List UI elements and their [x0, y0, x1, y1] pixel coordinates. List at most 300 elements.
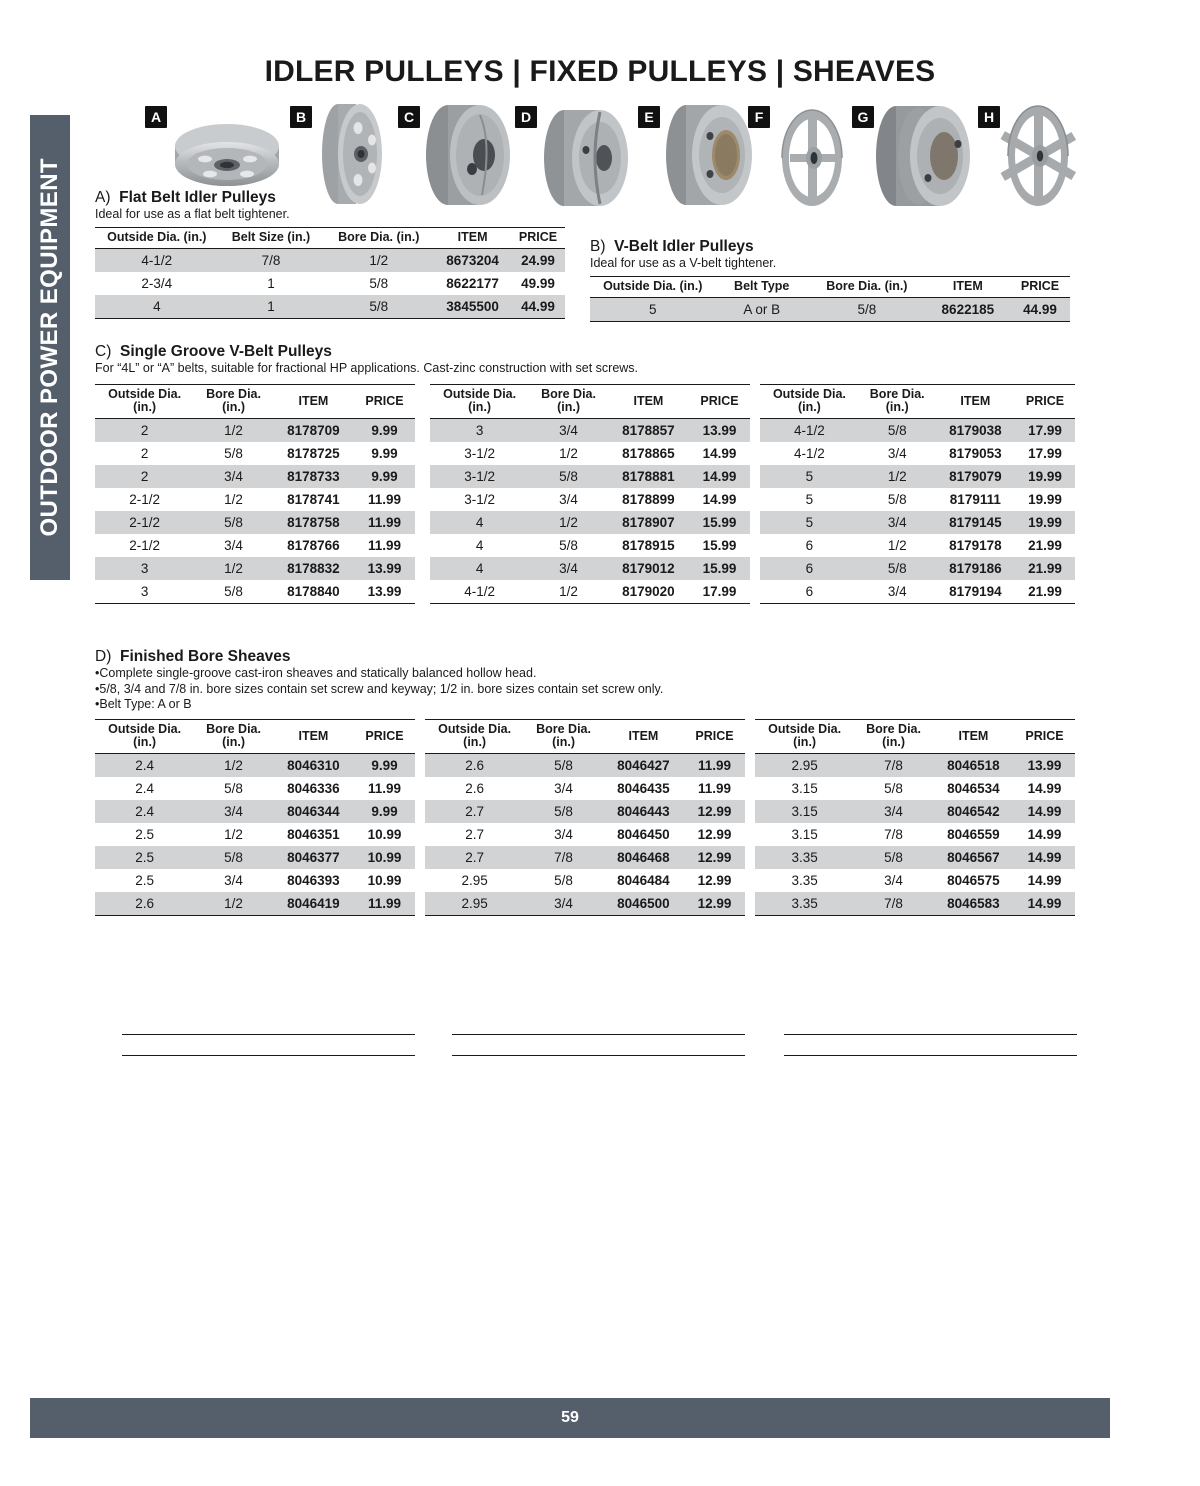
table-header-row: [760, 385, 1075, 419]
col-bore-dia-line1: Bore Dia.: [541, 387, 596, 401]
cell-price: 44.99: [511, 295, 565, 319]
cell-price: 49.99: [511, 272, 565, 295]
cell-bore-dia: 3/4: [854, 869, 933, 892]
cell-outside-dia: 2.7: [425, 846, 524, 869]
cell-belt-type: A or B: [715, 298, 808, 322]
cell-item: 8046351: [273, 823, 354, 846]
col-bore-dia-line2: (in.): [222, 735, 246, 749]
cell-item: 8179186: [936, 557, 1015, 580]
cell-bore-dia: 5/8: [194, 846, 273, 869]
col-price: PRICE: [1015, 385, 1075, 419]
cell-item: 8179111: [936, 488, 1015, 511]
table-header-row: [95, 1035, 415, 1056]
cell-outside-dia: 3-1/2: [430, 442, 529, 465]
cell-price: 9.99: [354, 419, 415, 443]
cell-outside-dia: 4-1/2: [430, 580, 529, 604]
section-d-heading: [95, 648, 1085, 666]
section-b: [590, 238, 1070, 322]
table-row: [590, 298, 1070, 322]
cell-outside-dia: 5: [760, 488, 859, 511]
table-double-groove-cast: [757, 1034, 1077, 1056]
page-title: IDLER PULLEYS | FIXED PULLEYS | SHEAVES: [264, 55, 936, 88]
cell-outside-dia: 2.6: [425, 777, 524, 800]
cell-bore-dia: 3/4: [859, 580, 936, 604]
table-row: [425, 846, 745, 869]
table-row: [755, 846, 1075, 869]
product-photo-h-double-groove-spoked: [992, 104, 1090, 208]
cell-price: 9.99: [354, 465, 415, 488]
cell-item: 8046575: [933, 869, 1014, 892]
cell-outside-dia: 3.35: [755, 846, 854, 869]
col-bore-dia-line1: Bore Dia.: [206, 387, 261, 401]
page-footer: [30, 1398, 1110, 1438]
col-outside-dia-line1: Outside Dia.: [108, 722, 182, 736]
col-outside-dia-line1: Outside Dia.: [772, 387, 846, 401]
cell-bore-dia: 5/8: [854, 777, 933, 800]
cell-price: 21.99: [1015, 580, 1075, 604]
cell-outside-dia: 2.95: [425, 892, 524, 916]
cell-item: 8046567: [933, 846, 1014, 869]
cell-outside-dia: 3-1/2: [430, 488, 529, 511]
col-item: ITEM: [936, 385, 1015, 419]
table-single-groove-cast-left: [95, 1034, 415, 1056]
cell-item: 8178899: [608, 488, 689, 511]
cell-item: 8046336: [273, 777, 354, 800]
table-single-groove-vbelt-3: [760, 384, 1075, 604]
table-row: [760, 465, 1075, 488]
col-belt-size: Belt Size (in.): [219, 228, 324, 249]
table-row: [95, 488, 415, 511]
cell-outside-dia: 6: [760, 534, 859, 557]
cell-bore-dia: 5/8: [529, 534, 608, 557]
col-outside-dia-line1: Outside Dia.: [443, 387, 517, 401]
section-b-letter: B): [590, 238, 606, 255]
col-belt-type: Belt Type: [715, 277, 808, 298]
cell-item: 8179079: [936, 465, 1015, 488]
col-outside-dia: Outside Dia. (in.): [95, 228, 219, 249]
cell-bore-dia: 7/8: [524, 846, 603, 869]
cell-price: 15.99: [689, 511, 750, 534]
cell-item: 8179145: [936, 511, 1015, 534]
cell-bore-dia: 5/8: [859, 557, 936, 580]
cell-item: 8046310: [273, 754, 354, 778]
product-tag-e: E: [638, 106, 660, 128]
table-row: [425, 869, 745, 892]
section-a-heading: [95, 189, 565, 207]
cell-bore-dia: 5/8: [524, 800, 603, 823]
cell-outside-dia: 4-1/2: [95, 249, 219, 273]
cell-item: 8178733: [273, 465, 354, 488]
col-bore-dia: [529, 385, 608, 419]
cell-bore-dia: 3/4: [194, 869, 273, 892]
cell-bore-dia: 3/4: [524, 823, 603, 846]
cell-item: 8046377: [273, 846, 354, 869]
cell-price: 14.99: [689, 465, 750, 488]
cell-bore-dia: 3/4: [854, 800, 933, 823]
cell-price: 21.99: [1015, 557, 1075, 580]
cell-price: 14.99: [1014, 800, 1075, 823]
section-a-letter: A): [95, 189, 111, 206]
cell-bore-dia: 5/8: [854, 846, 933, 869]
table-row: [95, 249, 565, 273]
col-item: [942, 1035, 1017, 1056]
cell-bore-dia: 1/2: [859, 465, 936, 488]
table-row: [95, 869, 415, 892]
cell-outside-dia: 4-1/2: [760, 419, 859, 443]
cell-bore-dia: 5/8: [859, 488, 936, 511]
cell-item: 8046443: [603, 800, 684, 823]
cell-price: 12.99: [684, 892, 745, 916]
col-bore-dia: [854, 720, 933, 754]
section-a-title: Flat Belt Idler Pulleys: [119, 189, 276, 206]
cell-bore-dia: 1/2: [194, 557, 273, 580]
col-bore-dia-line2: (in.): [882, 735, 906, 749]
col-outside-dia-line2: (in.): [463, 735, 487, 749]
table-row: [430, 442, 750, 465]
cell-outside-dia: 2-1/2: [95, 488, 194, 511]
table-vbelt-idler-pulleys: [590, 276, 1070, 322]
cell-outside-dia: 3: [95, 580, 194, 604]
col-bore-dia: Bore Dia. (in.): [808, 277, 926, 298]
col-outside-dia: [430, 385, 529, 419]
table-row: [95, 511, 415, 534]
bullet-1: •Complete single-groove cast-iron sheaves and statically balanced hollow head.: [95, 666, 537, 680]
cell-item: 8178865: [608, 442, 689, 465]
col-item: [610, 1035, 685, 1056]
col-outside-dia: [95, 720, 194, 754]
table-row: [430, 488, 750, 511]
col-outside-diameter: [521, 1035, 611, 1056]
cell-item: 8179020: [608, 580, 689, 604]
table-row: [95, 800, 415, 823]
cell-price: 11.99: [684, 754, 745, 778]
cell-item: 8046344: [273, 800, 354, 823]
cell-bore-dia: 3/4: [524, 892, 603, 916]
cell-item: 8178741: [273, 488, 354, 511]
section-c-subtitle: For “4L” or “A” belts, suitable for fractional HP applications. Cast-zinc construction with set screws.: [95, 361, 639, 375]
col-bore-dia: [194, 385, 273, 419]
table-header-row: [95, 228, 565, 249]
col-item: ITEM: [608, 385, 689, 419]
cell-item: 8179178: [936, 534, 1015, 557]
cell-bore-dia: 5/8: [529, 465, 608, 488]
cell-price: 14.99: [1014, 869, 1075, 892]
col-item: ITEM: [603, 720, 684, 754]
product-tag-f: F: [748, 106, 770, 128]
cell-belt-size: 1: [219, 295, 324, 319]
cell-price: 21.99: [1015, 534, 1075, 557]
col-item: ITEM: [273, 720, 354, 754]
cell-outside-dia: 4: [430, 557, 529, 580]
cell-bore-dia: 3/4: [524, 777, 603, 800]
cell-price: 15.99: [689, 557, 750, 580]
cell-price: 15.99: [689, 534, 750, 557]
table-header-row: [755, 720, 1075, 754]
cell-price: 9.99: [354, 800, 415, 823]
cell-outside-dia: 2-3/4: [95, 272, 219, 295]
product-tag-g: G: [852, 106, 874, 128]
table-row: [425, 754, 745, 778]
cell-item: 8046500: [603, 892, 684, 916]
cell-bore-dia: 3/4: [529, 488, 608, 511]
table-body-c3: [760, 419, 1075, 604]
cell-outside-dia: 2.7: [425, 800, 524, 823]
cell-price: 14.99: [1014, 777, 1075, 800]
section-d-bullets: [95, 666, 1085, 713]
cell-price: 12.99: [684, 800, 745, 823]
table-row: [95, 777, 415, 800]
col-price: PRICE: [354, 385, 415, 419]
col-outside-dia-line2: (in.): [797, 400, 821, 414]
cell-price: 12.99: [684, 823, 745, 846]
cell-item: 8046450: [603, 823, 684, 846]
product-tag-c: C: [398, 106, 420, 128]
cell-item: 8179038: [936, 419, 1015, 443]
cell-price: 12.99: [684, 846, 745, 869]
cell-bore-dia: 3/4: [194, 800, 273, 823]
table-body-d3: [755, 754, 1075, 916]
cell-item: 8046518: [933, 754, 1014, 778]
section-b-title: V-Belt Idler Pulleys: [614, 238, 754, 255]
col-bore-dia-line2: (in.): [222, 400, 246, 414]
cell-item: 8622177: [434, 272, 511, 295]
cell-outside-dia: 5: [760, 465, 859, 488]
bullet-2: •5/8, 3/4 and 7/8 in. bore sizes contain set screw and keyway; 1/2 in. bore sizes contain set screw only.: [95, 681, 664, 696]
col-bore-dia-line2: (in.): [557, 400, 581, 414]
table-header-row: [430, 385, 750, 419]
cell-belt-size: 1: [219, 272, 324, 295]
cell-outside-dia: 4: [95, 295, 219, 319]
col-bore-dia: [859, 385, 936, 419]
cell-item: 8046583: [933, 892, 1014, 916]
table-row: [95, 534, 415, 557]
cell-bore-dia: 5/8: [194, 580, 273, 604]
table-row: [430, 511, 750, 534]
category-side-tab-label: OUTDOOR POWER EQUIPMENT: [36, 158, 63, 537]
cell-bore-dia: 5/8: [859, 419, 936, 443]
table-body-d1: [95, 754, 415, 916]
cell-item: 8046559: [933, 823, 1014, 846]
col-outside-dia: [425, 720, 524, 754]
cell-price: 10.99: [354, 869, 415, 892]
cell-outside-dia: 2.5: [95, 869, 194, 892]
cell-price: 44.99: [1010, 298, 1070, 322]
table-flat-belt-idler-pulleys: [95, 227, 565, 319]
section-c: [95, 343, 1075, 376]
col-group-spacer: [757, 1035, 784, 1056]
col-outside-dia-line2: (in.): [133, 400, 157, 414]
cell-outside-dia: 2.5: [95, 823, 194, 846]
cell-bore-dia: 3/4: [529, 419, 608, 443]
table-row: [95, 846, 415, 869]
table-row: [95, 580, 415, 604]
cell-outside-dia: 2.95: [425, 869, 524, 892]
cell-price: 14.99: [1014, 823, 1075, 846]
table-row: [760, 488, 1075, 511]
col-bore-dia-line1: Bore Dia.: [866, 722, 921, 736]
cell-bore-dia: 3/4: [859, 511, 936, 534]
cell-item: 8046534: [933, 777, 1014, 800]
cell-outside-dia: 2.95: [755, 754, 854, 778]
cell-bore-dia: 1/2: [194, 754, 273, 778]
cell-bore-dia: 5/8: [808, 298, 926, 322]
section-c-title: Single Groove V-Belt Pulleys: [119, 343, 332, 360]
cell-price: 11.99: [354, 488, 415, 511]
col-group-spacer: [95, 1035, 122, 1056]
cell-item: 8178766: [273, 534, 354, 557]
section-d-letter: D): [95, 648, 112, 665]
table-header-row: [95, 385, 415, 419]
cell-bore-dia: 3/4: [194, 534, 273, 557]
col-item: [280, 1035, 355, 1056]
cell-item: 3845500: [434, 295, 511, 319]
col-item: ITEM: [926, 277, 1010, 298]
table-finished-bore-sheaves-1: [95, 719, 415, 916]
cell-item: 8046419: [273, 892, 354, 916]
table-body-c1: [95, 419, 415, 604]
col-item: ITEM: [933, 720, 1014, 754]
product-tag-h: H: [978, 106, 1000, 128]
cell-bore-dia: 5/8: [194, 777, 273, 800]
cell-outside-dia: 3: [95, 557, 194, 580]
col-type: [452, 1035, 520, 1056]
cell-outside-dia: 2-1/2: [95, 511, 194, 534]
col-item: ITEM: [273, 385, 354, 419]
cell-outside-dia: 3.15: [755, 777, 854, 800]
cell-outside-dia: 4-1/2: [760, 442, 859, 465]
cell-price: 17.99: [689, 580, 750, 604]
table-row: [760, 419, 1075, 443]
table-header-row: [425, 720, 745, 754]
cell-outside-dia: 6: [760, 580, 859, 604]
cell-price: 11.99: [684, 777, 745, 800]
table-row: [95, 557, 415, 580]
cell-item: 8046393: [273, 869, 354, 892]
cell-bore-dia: 5/8: [194, 511, 273, 534]
cell-item: 8178907: [608, 511, 689, 534]
table-row: [760, 442, 1075, 465]
table-row: [430, 419, 750, 443]
cell-bore-dia: 1/2: [859, 534, 936, 557]
col-price: PRICE: [1014, 720, 1075, 754]
cell-outside-dia: 6: [760, 557, 859, 580]
table-row: [95, 754, 415, 778]
cell-outside-dia: 3.15: [755, 800, 854, 823]
cell-outside-dia: 2.5: [95, 846, 194, 869]
cell-item: 8046435: [603, 777, 684, 800]
table-row: [95, 465, 415, 488]
section-a: [95, 189, 565, 319]
cell-outside-dia: 4: [430, 511, 529, 534]
col-outside-dia-line2: (in.): [793, 735, 817, 749]
product-tag-a: A: [145, 106, 167, 128]
table-row: [425, 800, 745, 823]
section-d-title: Finished Bore Sheaves: [119, 648, 291, 665]
cell-item: 8178758: [273, 511, 354, 534]
table-header-row: [95, 720, 415, 754]
cell-item: 8046468: [603, 846, 684, 869]
table-row: [755, 892, 1075, 916]
cell-bore-dia: 3/4: [859, 442, 936, 465]
cell-outside-dia: 2: [95, 465, 194, 488]
cell-item: 8179194: [936, 580, 1015, 604]
cell-price: 24.99: [511, 249, 565, 273]
cell-outside-dia: 3.15: [755, 823, 854, 846]
col-bore-dia-line2: (in.): [885, 400, 909, 414]
cell-price: 17.99: [1015, 419, 1075, 443]
cell-bore-dia: 1/2: [323, 249, 434, 273]
table-row: [760, 557, 1075, 580]
col-bore-dia-line1: Bore Dia.: [536, 722, 591, 736]
col-bore-dia-line1: Bore Dia.: [206, 722, 261, 736]
cell-price: 19.99: [1015, 488, 1075, 511]
cell-price: 13.99: [689, 419, 750, 443]
cell-price: 14.99: [689, 442, 750, 465]
cell-outside-dia: 2.6: [425, 754, 524, 778]
col-price: PRICE: [689, 385, 750, 419]
col-group-spacer: [425, 1035, 452, 1056]
cell-bore-dia: 7/8: [854, 892, 933, 916]
table-header-row: [590, 277, 1070, 298]
cell-bore-dia: 5/8: [524, 754, 603, 778]
col-bore-dia: Bore Dia. (in.): [323, 228, 434, 249]
cell-outside-dia: 2.4: [95, 754, 194, 778]
section-c-letter: C): [95, 343, 112, 360]
col-outside-diameter: [853, 1035, 943, 1056]
table-row: [430, 465, 750, 488]
cell-price: 17.99: [1015, 442, 1075, 465]
cell-bore-dia: 3/4: [194, 465, 273, 488]
table-row: [430, 557, 750, 580]
table-row: [95, 442, 415, 465]
cell-outside-dia: 2-1/2: [95, 534, 194, 557]
table-row: [755, 777, 1075, 800]
col-outside-dia: Outside Dia. (in.): [590, 277, 715, 298]
cell-bore-dia: 1/2: [529, 442, 608, 465]
col-outside-dia: [755, 720, 854, 754]
product-tag-d: D: [515, 106, 537, 128]
cell-price: 11.99: [354, 534, 415, 557]
cell-price: 19.99: [1015, 465, 1075, 488]
col-outside-dia-line1: Outside Dia.: [768, 722, 842, 736]
cell-price: 9.99: [354, 754, 415, 778]
cell-price: 12.99: [684, 869, 745, 892]
table-row: [755, 800, 1075, 823]
table-row: [95, 823, 415, 846]
col-type: [784, 1035, 852, 1056]
col-bore-dia-line2: (in.): [552, 735, 576, 749]
cell-price: 13.99: [1014, 754, 1075, 778]
col-type: [122, 1035, 190, 1056]
cell-outside-dia: 5: [590, 298, 715, 322]
cell-outside-dia: 3.35: [755, 892, 854, 916]
cell-bore-dia: 3/4: [529, 557, 608, 580]
table-row: [755, 754, 1075, 778]
cell-outside-dia: 2.7: [425, 823, 524, 846]
table-row: [95, 295, 565, 319]
table-header-row: [425, 1035, 745, 1056]
table-row: [430, 580, 750, 604]
product-tag-b: B: [290, 106, 312, 128]
cell-outside-dia: 3: [430, 419, 529, 443]
col-bore-dia-line1: Bore Dia.: [869, 387, 925, 401]
cell-item: 8046542: [933, 800, 1014, 823]
table-row: [755, 823, 1075, 846]
table-body-c2: [430, 419, 750, 604]
cell-bore-dia: 7/8: [854, 823, 933, 846]
col-price: PRICE: [354, 720, 415, 754]
cell-bore-dia: 5/8: [194, 442, 273, 465]
